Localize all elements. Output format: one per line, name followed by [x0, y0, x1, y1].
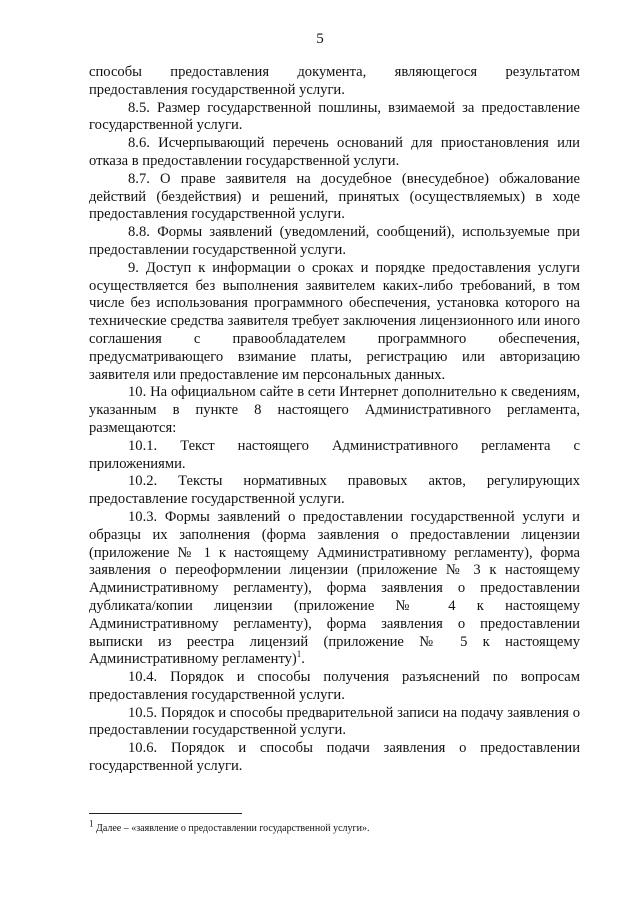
paragraph-9: 9. Доступ к информации о сроках и порядке предоставления услуги осуществляется без выполнения заявителем каких-либо требований, в том числе без использования программного обеспечения, установка которого на технические средства заявителя требует заключения лицензионного или иного соглашения с правообладателем программного обеспечения, предусматривающего взимание платы, регистрацию или авторизацию заявителя или предоставление им персональных данных.	[89, 259, 580, 383]
footnote	[89, 818, 580, 835]
footnote-mark: 1	[89, 818, 94, 829]
paragraph-8-7: 8.7. О праве заявителя на досудебное (внесудебное) обжалование действий (бездействия) и решений, принятых (осуществляемых) в ходе предоставления государственной услуги.	[89, 170, 580, 223]
paragraph-8-5: 8.5. Размер государственной пошлины, взимаемой за предоставление государственной услуги.	[89, 99, 580, 134]
paragraph-1: способы предоставления документа, являющегося результатом предоставления государственной услуги.	[89, 64, 580, 98]
paragraph-10-4: 10.4. Порядок и способы получения разъяснений по вопросам предоставления государственной услуги.	[89, 669, 580, 703]
footnote-text: Далее – «заявление о предоставлении государственной услуги».	[93, 823, 370, 834]
paragraph-10-6: 10.6. Порядок и способы подачи заявления о предоставлении государственной услуги.	[89, 740, 580, 775]
paragraph-10-2: 10.2. Тексты нормативных правовых актов, регулирующих предоставление государственной услуги.	[89, 473, 580, 508]
body-text	[89, 64, 580, 776]
paragraph-10-3-suffix: .	[301, 651, 305, 668]
paragraph-8-6: 8.6. Исчерпывающий перечень оснований для приостановления или отказа в предоставлении государственной услуги.	[89, 135, 580, 169]
paragraph-10-5: 10.5. Порядок и способы предварительной записи на подачу заявления о предоставлении государственной услуги.	[89, 704, 580, 739]
paragraph-8-8: 8.8. Формы заявлений (уведомлений, сообщений), используемые при предоставлении государственной услуги.	[89, 224, 580, 258]
page-number: 5	[316, 31, 324, 47]
paragraph-10-3	[89, 509, 580, 669]
paragraph-10-3-text: 10.3. Формы заявлений о предоставлении государственной услуги и образцы их заполнения (форма заявления о предоставлении лицензии (приложение № 1 к настоящему Административному регламенту), форма заявления о переоформлении лицензии (приложение № 3 к настоящему Административному регламенту), форма заявления о предоставлении дубликата/копии лицензии (приложение № 4 к настоящему Административному регламенту), форма заявления о предоставлении выписки из реестра лицензий (приложение № 5 к настоящему Административному регламенту)	[89, 508, 580, 668]
paragraph-10: 10. На официальном сайте в сети Интернет дополнительно к сведениям, указанным в пункте 8 настоящего Административного регламента, размещаются:	[89, 384, 580, 436]
paragraph-10-1: 10.1. Текст настоящего Административного регламента с приложениями.	[89, 437, 580, 472]
footnote-divider	[89, 813, 242, 814]
footnote-reference: 1	[296, 649, 302, 660]
